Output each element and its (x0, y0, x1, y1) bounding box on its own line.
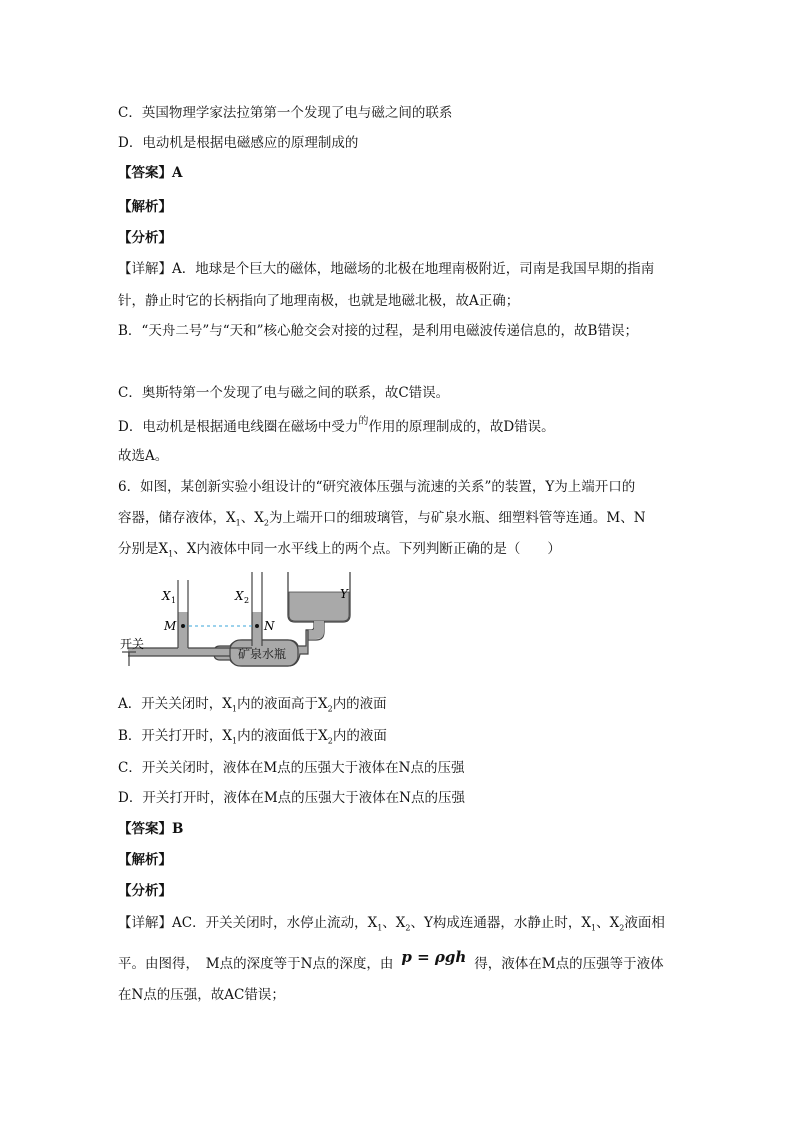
prev-detail-d (118, 417, 555, 439)
label-bottle: 矿泉水瓶 (238, 647, 287, 661)
q6-option-a-1: A．开关关闭时，X (118, 696, 232, 712)
prev-analysis: 【解析】 (118, 199, 172, 215)
q6-option-b-3: 内的液面 (332, 728, 387, 744)
q6-stem-3 (118, 539, 561, 565)
sub-2: 2 (619, 923, 625, 933)
q6-option-a (118, 694, 387, 720)
label-n: N (264, 619, 275, 633)
label-m: M (164, 619, 177, 633)
sub-1: 1 (168, 549, 174, 559)
prev-detail-d-pre: D．电动机是根据通电线圈在磁场中受力 (118, 419, 359, 435)
prev-detail-d-sup: 的 (358, 416, 369, 427)
pressure-formula: p = ρgh (401, 948, 467, 966)
q6-option-b-2: 内的液面低于X (237, 728, 328, 744)
tube-y (306, 621, 324, 639)
sub-1: 1 (235, 518, 241, 528)
q6-stem-2b: 、X (240, 510, 264, 526)
q6-stem-3a: 分别是X (118, 541, 169, 557)
q6-stem-1: 6．如图，某创新实验小组设计的“研究液体压强与流速的关系”的装置，Y为上端开口的 (118, 479, 636, 495)
q6-analysis: 【解析】 (118, 852, 172, 868)
q6-option-a-2: 内的液面高于X (236, 696, 328, 712)
q6-stem-3b: 、X内液体中同一水平线上的两个点。下列判断正确的是（ ） (173, 541, 561, 557)
q6-answer: 【答案】B (118, 821, 184, 837)
q6-option-d: D．开关打开时，液体在M点的压强大于液体在N点的压强 (118, 790, 465, 806)
q6-detail-2b: 得，液体在M点的压强等于液体 (474, 956, 664, 972)
q6-detail-1d: 、X (596, 915, 620, 931)
prev-answer: 【答案】A (118, 165, 183, 181)
sub-2: 2 (327, 704, 333, 714)
prev-detail-d-post: 作用的原理制成的，故D错误。 (368, 419, 555, 435)
prev-fenxi: 【分析】 (118, 230, 172, 246)
svg-text:1: 1 (171, 596, 177, 605)
prev-detail-2: 针，静止时它的长柄指向了地理南极，也就是地磁北极，故A正确； (118, 293, 520, 309)
prev-option-c: C．英国物理学家法拉第第一个发现了电与磁之间的联系 (118, 105, 453, 121)
sub-1: 1 (232, 736, 238, 746)
sub-2: 2 (327, 736, 333, 746)
svg-text:2: 2 (244, 596, 250, 605)
q6-option-b-1: B．开关打开时，X (118, 728, 233, 744)
q6-fenxi: 【分析】 (118, 883, 172, 899)
prev-detail-1: 【详解】A．地球是个巨大的磁体，地磁场的北极在地理南极附近，司南是我国早期的指南 (118, 261, 655, 277)
q6-stem-2c: 为上端开口的细玻璃管，与矿泉水瓶、细塑料管等连通。M、N (268, 510, 646, 526)
sub-2: 2 (263, 518, 269, 528)
q6-detail-1 (118, 913, 665, 939)
sub-2: 2 (405, 923, 411, 933)
sub-1: 1 (591, 923, 597, 933)
sub-1: 1 (231, 704, 237, 714)
q6-detail-3: 在N点的压强，故AC错误； (118, 987, 285, 1003)
q6-stem-2a: 容器，储存液体，X (118, 510, 236, 526)
q6-detail-2a: 平。由图得， M点的深度等于N点的深度，由 (118, 956, 394, 972)
prev-choose: 故选A。 (118, 448, 169, 464)
tube-x1-liquid (178, 612, 188, 652)
label-x1: X (162, 589, 171, 603)
q6-detail-1a: 【详解】AC．开关关闭时，水停止流动，X (118, 915, 378, 931)
label-y: Y (340, 587, 348, 601)
prev-option-d: D．电动机是根据电磁感应的原理制成的 (118, 135, 359, 151)
prev-detail-b: B．“天舟二号”与“天和”核心舱交会对接的过程，是利用电磁波传递信息的，故B错误； (118, 323, 638, 339)
point-m (181, 624, 185, 628)
q6-option-a-3: 内的液面 (332, 696, 387, 712)
q6-option-b (118, 726, 387, 752)
q6-detail-2 (118, 948, 664, 974)
q6-detail-1b: 、X (382, 915, 406, 931)
label-switch: 开关 (120, 637, 145, 651)
q6-detail-1e: 液面相 (624, 915, 665, 931)
tube-x2-liquid (252, 612, 262, 646)
apparatus-diagram (118, 570, 358, 682)
point-n (255, 624, 259, 628)
q6-option-c: C．开关关闭时，液体在M点的压强大于液体在N点的压强 (118, 760, 465, 776)
q6-stem-2 (118, 508, 646, 534)
q6-detail-1c: 、Y构成连通器，水静止时，X (410, 915, 592, 931)
prev-detail-c: C．奥斯特第一个发现了电与磁之间的联系，故C错误。 (118, 385, 450, 401)
label-x2: X (235, 589, 244, 603)
sub-1: 1 (377, 923, 383, 933)
